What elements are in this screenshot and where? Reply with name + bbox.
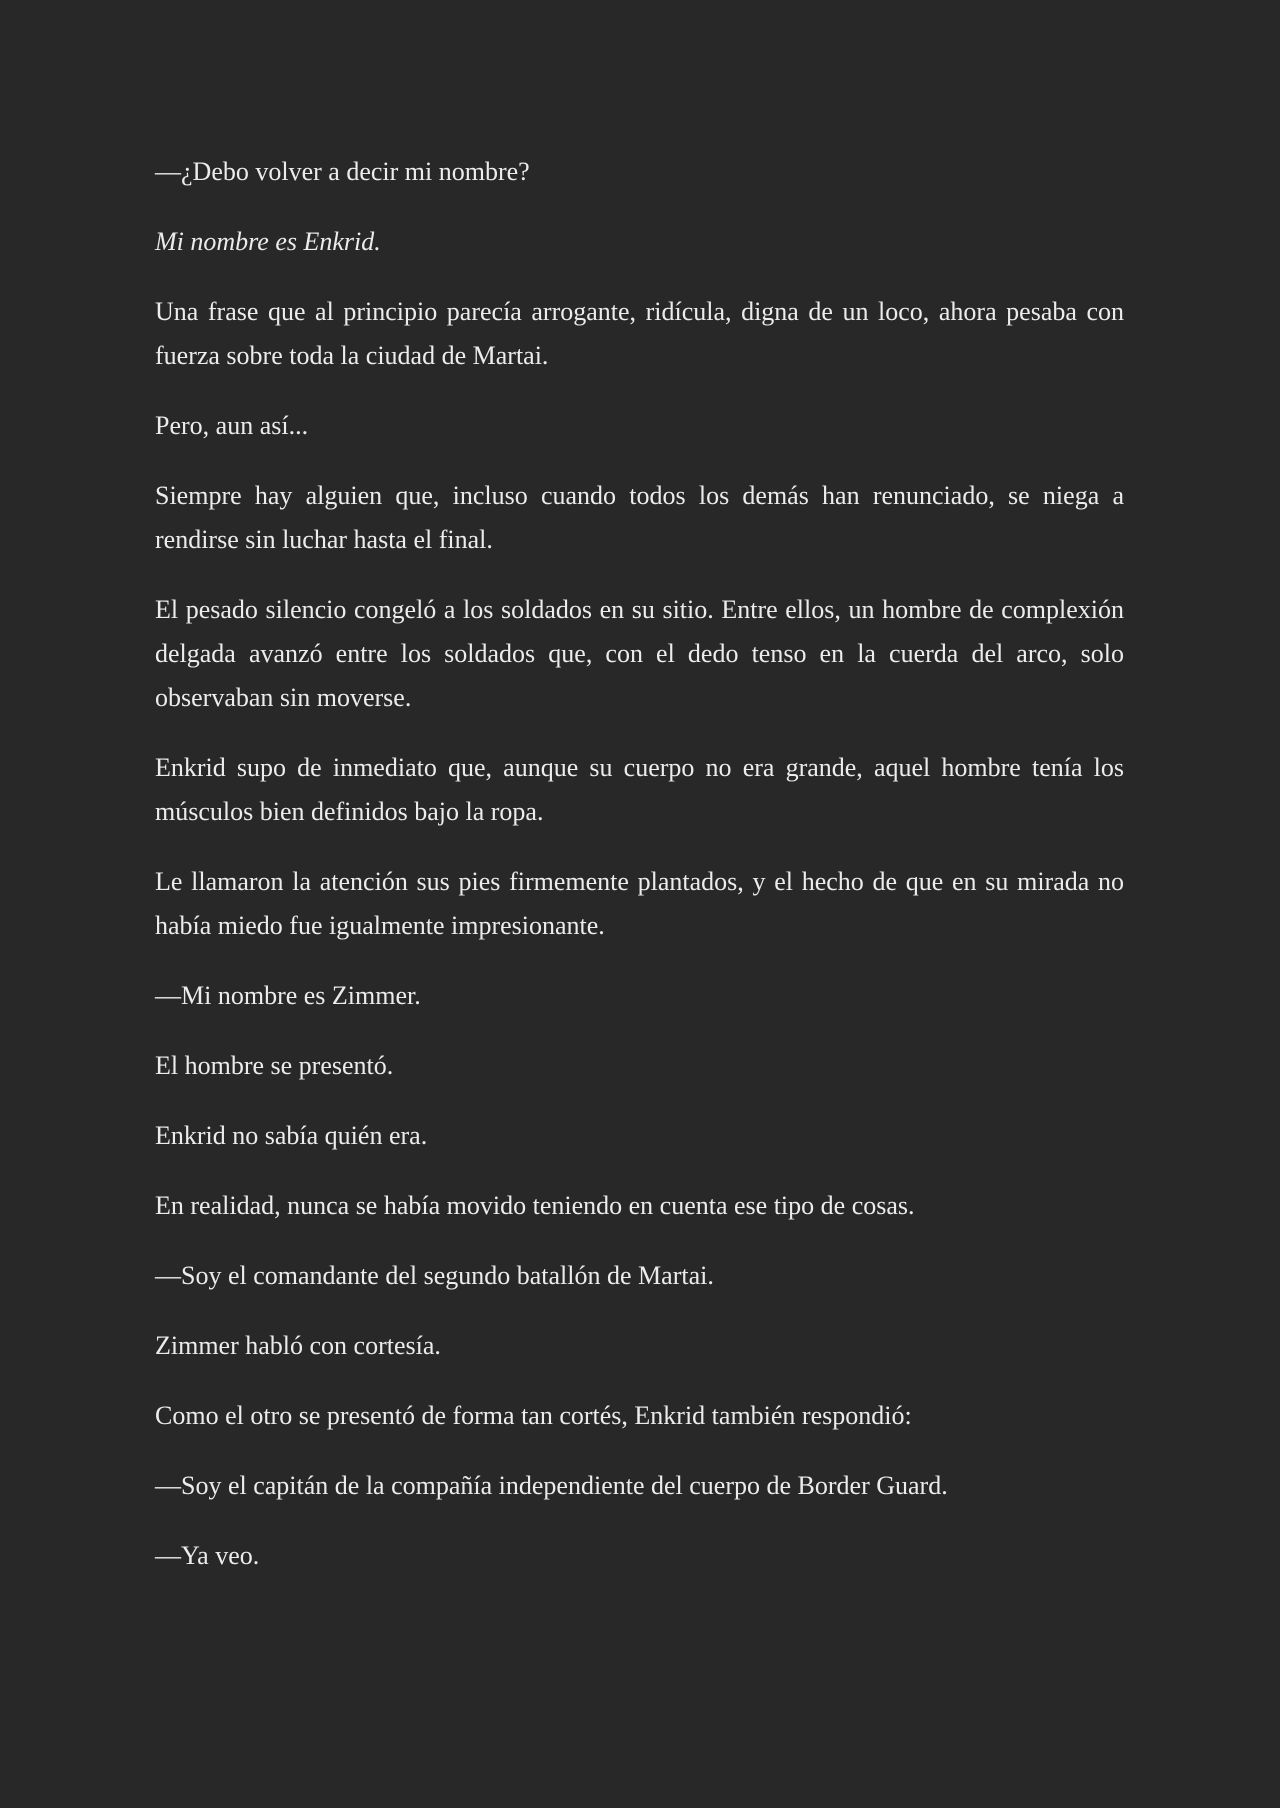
paragraph: En realidad, nunca se había movido teniendo en cuenta ese tipo de cosas. [155,1191,915,1220]
document-body [155,150,1124,1604]
paragraph: —¿Debo volver a decir mi nombre? [155,157,530,186]
paragraph: Como el otro se presentó de forma tan cortés, Enkrid también respondió: [155,1401,912,1430]
paragraph: —Mi nombre es Zimmer. [155,981,421,1010]
paragraph: Le llamaron la atención sus pies firmemente plantados, y el hecho de que en su mirada no había miedo fue igualmente impresionante. [155,867,1124,940]
paragraph: Pero, aun así... [155,411,309,440]
paragraph: Siempre hay alguien que, incluso cuando todos los demás han renunciado, se niega a rendirse sin luchar hasta el final. [155,481,1124,554]
paragraph: Una frase que al principio parecía arrogante, ridícula, digna de un loco, ahora pesaba con fuerza sobre toda la ciudad de Martai. [155,297,1124,370]
paragraph: —Soy el comandante del segundo batallón de Martai. [155,1261,714,1290]
paragraph-italic: Mi nombre es Enkrid. [155,227,381,256]
paragraph: —Ya veo. [155,1541,260,1570]
paragraph: Zimmer habló con cortesía. [155,1331,441,1360]
paragraph: El hombre se presentó. [155,1051,394,1080]
paragraph: —Soy el capitán de la compañía independiente del cuerpo de Border Guard. [155,1471,948,1500]
paragraph: Enkrid supo de inmediato que, aunque su cuerpo no era grande, aquel hombre tenía los músculos bien definidos bajo la ropa. [155,753,1124,826]
paragraph: Enkrid no sabía quién era. [155,1121,428,1150]
paragraph: El pesado silencio congeló a los soldados en su sitio. Entre ellos, un hombre de complexión delgada avanzó entre los soldados que, con el dedo tenso en la cuerda del arco, solo observaban sin moverse. [155,595,1124,712]
